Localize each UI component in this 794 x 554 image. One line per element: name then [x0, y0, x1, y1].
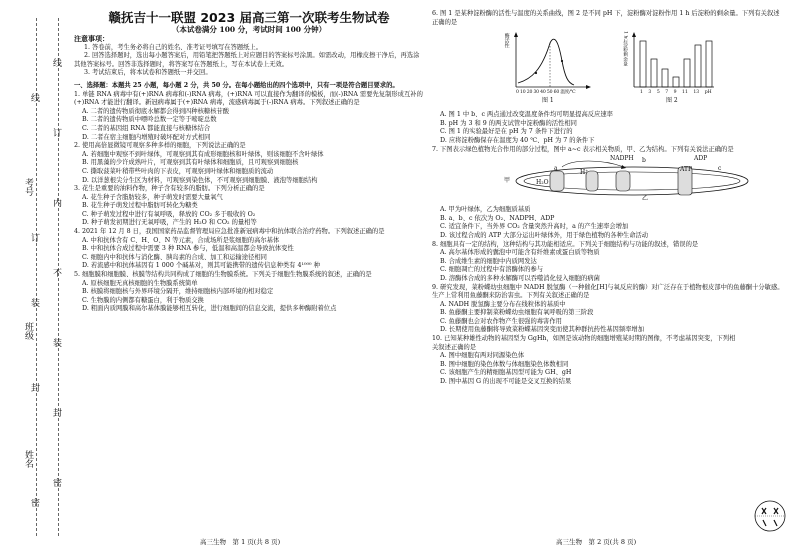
seal-word: 线	[53, 59, 63, 69]
question-option: B. 中和抗体合成过程中需要 3 种 RNA 参与，低温和高温都会导致抗体变性	[82, 245, 294, 253]
notice-item: 1. 答卷前，考生务必将自己的姓名、准考证号填写在答题纸上。	[84, 43, 263, 51]
question-option: C. 该细胞产生的精细胞基因型可能为 GH、gH	[440, 369, 572, 377]
question-option: B. 用黑藻的少许成熟叶片，可观察到其有叶绿体和细胞质，且可观察到细胞核	[82, 159, 299, 167]
notice-heading: 注意事项：	[74, 34, 109, 43]
question-option: B. pH 为 3 和 9 的两支试管中淀粉酶的活性相同	[440, 119, 577, 127]
question-option: B. 合成维生素的细胞中内质网发达	[440, 257, 537, 265]
fig2-tick: 13	[693, 90, 700, 96]
question-option: A. 甲为叶绿体，乙为细胞质基质	[440, 206, 531, 214]
fig7-label-adp: ADP	[694, 155, 708, 163]
seal-word: 装	[53, 339, 63, 349]
question-option: A. 若细胞中观察不到叶绿体，可观察到其有成形细胞核和叶绿体，则该细胞不含叶绿体	[82, 150, 324, 158]
question-stem: 3. 花生是重要的油料作物，种子含有较多的脂肪。下列分析正确的是	[74, 185, 265, 193]
fig2-x-label: pH	[704, 90, 712, 96]
fig7-label-b: b	[642, 157, 646, 165]
question-option: A. 图中细胞有两对同源染色体	[440, 352, 525, 360]
question-stem: 5. 细胞膜和细胞膜、核膜等结构共同构成了细胞的生物膜系统。下列关于细胞生物膜系统的叙述，正确的是	[74, 271, 372, 279]
fig2-tick: 3	[648, 90, 652, 96]
question-option: D. 长期使用鱼藤酮将导致菜粉蝶基因突变而使其种群抗药性基因频率增加	[440, 326, 645, 334]
seal-word-outer: 订	[31, 234, 41, 244]
question-stem: 1. 单链 RNA 病毒中有(+)RNA 病毒和(-)RNA 病毒，(+)RNA 可以直接作为翻译的模板，而(-)RNA 需要先复制形成互补的(+)RNA 才能进行翻译。新冠病毒属于(+)RNA 病毒，流感病毒属于(-)RNA 病毒。下列叙述正确的是	[74, 90, 423, 107]
fig2-caption: 图 2	[666, 97, 678, 105]
question-option: B. 核膜将细胞核与外界环境分隔开，维持细胞核内部环境的相对稳定	[82, 288, 274, 296]
bar-ph1	[640, 41, 646, 87]
question-option: C. 二者的基因组 RNA 都能直接与核糖体结合	[82, 124, 211, 132]
bar-ph3	[651, 59, 657, 87]
fig2-tick: 5	[656, 90, 660, 96]
page-title: 赣抚吉十一联盟 2023 届高三第一次联考生物试卷	[108, 10, 390, 25]
question-option: D. 种子萌发初期进行无氧呼吸，产生的 H₂O 和 CO₂ 的量相等	[82, 219, 257, 227]
question-option: A. 二者的遗传物质彻底水解都会得到四种核糖核苷酸	[82, 107, 230, 115]
question-option: C. 细胞内中和抗体与消化酶、胰岛素的合成、加工和运输途径相同	[82, 253, 267, 261]
notice-item: 2. 回答选择题时，选出每小题答案后，用铅笔把答题纸上对应题目的答案标号涂黑。如需改动，用橡皮擦干净后，再选涂其他答案标号。回答非选择题时，将答案写在答题纸上，写在本试卷上无效。	[74, 52, 420, 68]
question-stem: 4. 2021 年 12 月 8 日，我国国家药品监督管理局应急批准新冠病毒中和抗体联合治疗药物。下列叙述正确的是	[74, 228, 385, 236]
fig1-tick: 10	[520, 90, 526, 96]
bar-ph7	[673, 77, 679, 87]
seal-word-outer: 线	[31, 94, 41, 104]
question-option: A. 花生种子含脂肪较多，种子萌发时需要大量氧气	[82, 193, 223, 201]
seal-word: 订	[53, 129, 63, 139]
left-column	[74, 10, 424, 314]
bar-ph11	[695, 45, 701, 87]
question-option: B. 鱼藤酮主要抑制菜粉蝶幼虫细胞有氧呼吸的第三阶段	[440, 309, 594, 317]
question-stem: 7. 下图表示绿色植物光合作用的部分过程，图中 a~c 表示相关物质，甲、乙为结构。下列有关说法正确的是	[432, 145, 734, 153]
q6-figure-2	[620, 29, 720, 105]
question-option: C. 适宜条件下，当外界 CO₂ 含量突然升高时，a 的产生速率会增加	[440, 223, 629, 231]
fig7-label-yi: 乙	[642, 195, 649, 203]
question-option: B. a、b、c 依次为 O₂、NADPH、ADP	[440, 214, 555, 222]
question-option: A. NADH 脱氢酶主要分布在线粒体的基质中	[440, 300, 566, 308]
question-option: D. 图中基因 G 的出现不可能是交叉互换的结果	[440, 378, 572, 386]
seal-word: 不	[53, 269, 63, 279]
bar-ph9	[684, 59, 690, 87]
fig2-tick: 11	[682, 90, 688, 96]
question-option: D. 二者在宿主细胞内增殖时破坏配对方式相同	[82, 133, 211, 141]
fig7-label-h: H⁺	[580, 169, 589, 177]
question-option: D. 若流感中和抗体基因有 1 000 个碱基对，则其可能携带的遗传信息种类有 4¹⁰⁰⁰ 种	[82, 262, 320, 270]
bar-ph13	[706, 41, 712, 87]
question-option: B. 图中细胞的染色体数与体细胞染色体数相同	[440, 360, 569, 368]
fig7-label-jia: 甲	[504, 177, 511, 185]
fig7-label-a: a	[554, 165, 558, 173]
margin-label-class: 班级	[23, 322, 33, 340]
question-stem: 8. 细胞具有一定的结构，这种结构与其功能相适应。下列关于细胞结构与功能的叙述，错误的是	[432, 240, 699, 248]
question-option: C. 细胞凋亡的过程中有溶酶体的参与	[440, 266, 544, 274]
seal-word: 密	[53, 479, 63, 489]
fig2-tick: 1	[640, 90, 643, 96]
question-option: A. 中和抗体含有 C、H、O、N 等元素，合成场所是浆细胞的高尔基体	[82, 236, 280, 244]
question-option: C. 图 1 的实验最好是在 pH 为 7 条件下进行的	[440, 128, 573, 136]
fig1-tick: 20	[526, 90, 533, 96]
page-footer-right: 高三生物 第 2 页(共 8 页)	[556, 538, 637, 546]
question-stem: 2. 使用高倍显微镜可观察多种多样的细胞，下列说法正确的是	[74, 142, 246, 150]
question-option: A. 原核细胞无真核细胞的生物膜系统简单	[82, 279, 198, 287]
fig2-y-label: 1 h后淀粉剩余量	[622, 31, 628, 67]
question-option: B. 花生种子萌发过程中脂肪可转化为糖类	[82, 202, 198, 210]
cell-division-figure	[750, 498, 790, 534]
question-option: C. 撕取菠菜叶稍带些叶肉的下表皮，可观察到叶绿体和细胞质的流动	[82, 167, 274, 175]
question-option: D. 溶酶体合成的多种水解酶可以吞噬消化侵入细胞的病菌	[440, 274, 600, 282]
fig7-label-c: c	[718, 165, 722, 173]
margin-label-exam-number: 考号	[23, 178, 33, 196]
question-option: D. 该过程合成的 ATP 大部分运出叶绿体外，用于绿色植物的各种生命活动	[440, 231, 649, 239]
question-option: C. 鱼藤酮也会对农作物产生很强的毒害作用	[440, 317, 562, 325]
section-heading: 一、选择题：本题共 25 小题，每小题 2 分，共 50 分。在每小题给出的四个选项中，只有一项是符合题目要求的。	[74, 81, 399, 89]
bar-ph5	[662, 69, 668, 87]
question-stem: 9. 研究发现，菜粉蝶幼虫细胞中 NADH 脱氢酶（一种催化[H]与氧反应的酶）对广泛存在于植物根皮部中的鱼藤酮十分敏感。生产上常利用鱼藤酮来防治害虫。下列有关叙述正确的是	[432, 283, 784, 300]
margin-label-name: 姓名	[23, 450, 33, 468]
page-footer-left: 高三生物 第 1 页(共 8 页)	[200, 538, 281, 546]
fig7-label-atp: ATP	[680, 166, 693, 174]
question-option: B. 二者的遗传物质中嘌呤总数一定等于嘧啶总数	[82, 116, 217, 124]
fig7-label-nadph: NADPH	[610, 155, 634, 163]
fig1-caption: 图 1	[542, 97, 554, 105]
seal-word-outer: 装	[31, 299, 41, 309]
notice-item: 3. 考试结束后，将本试卷和答题纸一并交回。	[84, 69, 212, 77]
q6-figure-1	[502, 29, 592, 105]
fig1-x-label: 温度/℃	[560, 90, 576, 96]
question-option: D. 应将淀粉酶保存在温度为 40 ℃、pH 为 7 的条件下	[440, 136, 595, 144]
q6-figures	[432, 29, 784, 109]
fig2-tick: 9	[673, 90, 677, 96]
question-option: C. 种子萌发过程中进行有氧呼吸，释放的 CO₂ 多于吸收的 O₂	[82, 210, 256, 218]
binding-margin	[0, 0, 68, 554]
q7-figure	[432, 155, 784, 205]
question-option: A. 高尔基体形成的囊泡中可能含有纤维素或蛋白质等物质	[440, 249, 600, 257]
right-column	[432, 10, 784, 387]
fig2-tick: 7	[665, 90, 669, 96]
question-option: A. 图 1 中 b、c 两点通过改变温度条件均可明显提高反应速率	[440, 111, 613, 119]
seal-word: 封	[53, 409, 63, 419]
fig1-tick: 40	[540, 90, 546, 96]
fig7-label-water: H₂O	[536, 179, 549, 187]
page-subtitle: （本试卷满分 100 分，考试时间 100 分钟）	[171, 25, 327, 34]
seal-word: 内	[53, 199, 63, 209]
seal-word-outer: 封	[31, 384, 41, 394]
fig1-tick: 60	[553, 90, 560, 96]
seal-word-outer: 密	[31, 499, 41, 509]
fig1-tick: 30	[533, 90, 539, 96]
fig1-y-label: 酶活性	[503, 33, 510, 49]
question-stem: 10. 已知某种雄性动物的基因型为 GgHh，如图是该动物的细胞增殖某时期的图像，不考虑基因突变，下列相关叙述正确的是	[432, 335, 736, 351]
question-option: D. 粗面内质网膜和高尔基体膜能够相互转化，进行细胞间的信息交流，提供多种酶附着位点	[82, 305, 337, 313]
question-option: C. 生物膜的内侧都有糖蛋白，利于物质交换	[82, 296, 204, 304]
question-option: D. 以洋葱根尖分生区为材料，可观察到染色体，不可观察到细胞膜、液泡等细胞结构	[82, 176, 318, 184]
fig1-tick: 50	[546, 90, 553, 96]
question-stem: 6. 图 1 是某种淀粉酶的活性与温度的关系曲线，图 2 是不同 pH 下，淀粉酶对淀粉作用 1 h 后淀粉的剩余量。下列有关叙述正确的是	[432, 10, 780, 26]
fig1-tick: 0	[516, 90, 519, 96]
